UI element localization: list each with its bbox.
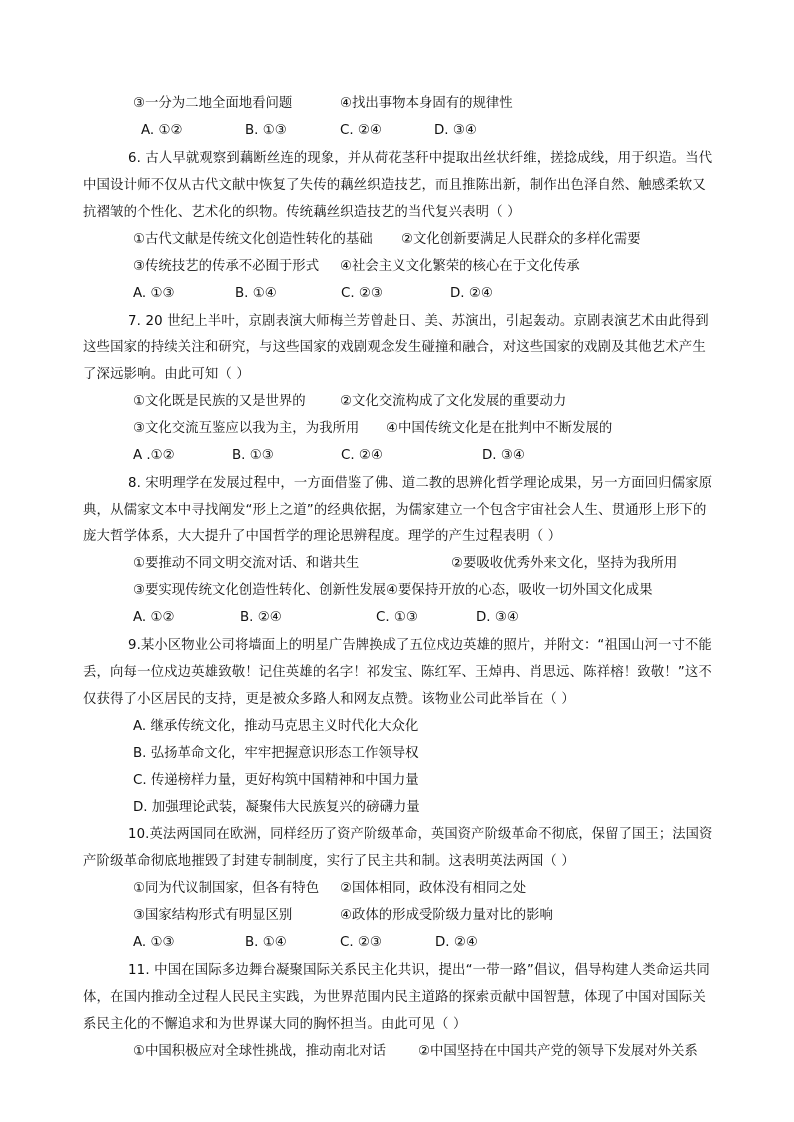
q11-statement-1: ①中国积极应对全球性挑战，推动南北对话 bbox=[133, 1044, 387, 1059]
q10-option-b[interactable]: B. ①④ bbox=[245, 935, 287, 950]
q9-option-c[interactable]: C. 传递榜样力量，更好构筑中国精神和中国力量 bbox=[133, 773, 419, 788]
q11-stem-line-1: 11. 中国在国际多边舞台凝聚国际关系民主化共识，提出“一带一路”倡议，倡导构建人类命运共同 bbox=[128, 963, 710, 978]
q9-option-a[interactable]: A. 继承传统文化，推动马克思主义时代化大众化 bbox=[133, 719, 419, 734]
q7-statement-4: ④中国传统文化是在批判中不断发展的 bbox=[386, 421, 613, 436]
q7-stem-line-2: 这些国家的持续关注和研究，与这些国家的戏剧观念发生碰撞和融合，对这些国家的戏剧及其他艺术产生 bbox=[83, 340, 706, 355]
q8-option-d[interactable]: D. ③④ bbox=[476, 610, 519, 625]
q5-statement-3: ③一分为二地全面地看问题 bbox=[133, 96, 293, 111]
q10-statement-2: ②国体相同，政体没有相同之处 bbox=[340, 881, 527, 896]
q10-stem-line-2: 产阶级革命彻底地摧毁了封建专制制度，实行了民主共和制。这表明英法两国（ ） bbox=[83, 854, 575, 869]
q9-stem-line-2: 丢，向每一位戍边英雄致敬！记住英雄的名字！祁发宝、陈红军、王焯冉、肖思远、陈祥榕！致敬！”这不 bbox=[83, 665, 712, 680]
q10-statement-3: ③国家结构形式有明显区别 bbox=[133, 908, 293, 923]
q8-option-a[interactable]: A. ①② bbox=[133, 610, 175, 625]
q11-stem-line-3: 系民主化的不懈追求和为世界谋大同的胸怀担当。由此可见（ ） bbox=[83, 1017, 467, 1032]
q6-option-a[interactable]: A. ①③ bbox=[133, 286, 175, 301]
q7-option-d[interactable]: D. ③④ bbox=[482, 448, 525, 463]
q11-stem-line-2: 体，在国内推动全过程人民民主实践，为世界范围内民主道路的探索贡献中国智慧，体现了中国对国际关 bbox=[83, 990, 706, 1005]
q5-option-c[interactable]: C. ②④ bbox=[340, 123, 382, 138]
q7-statement-2: ②文化交流构成了文化发展的重要动力 bbox=[340, 394, 567, 409]
q6-option-c[interactable]: C. ②③ bbox=[341, 286, 383, 301]
q7-option-b[interactable]: B. ①③ bbox=[232, 448, 274, 463]
q6-statement-4: ④社会主义文化繁荣的核心在于文化传承 bbox=[340, 259, 580, 274]
q9-option-d[interactable]: D. 加强理论武装，凝聚伟大民族复兴的磅礴力量 bbox=[133, 800, 420, 815]
q6-statement-3: ③传统技艺的传承不必囿于形式 bbox=[133, 259, 320, 274]
q7-option-a[interactable]: A .①② bbox=[133, 448, 175, 463]
q6-stem-line-2: 中国设计师不仅从古代文献中恢复了失传的藕丝织造技艺，而且推陈出新，制作出色泽自然、触感柔软又 bbox=[83, 178, 706, 193]
q7-stem-line-3: 了深远影响。由此可知（ ） bbox=[83, 367, 250, 382]
q6-statement-2: ②文化创新要满足人民群众的多样化需要 bbox=[401, 232, 641, 247]
q8-stem-line-2: 典，从儒家文本中寻找阐发“形上之道”的经典依据，为儒家建立一个包含宇宙社会人生、贯通形上形下的 bbox=[83, 503, 707, 518]
q9-option-b[interactable]: B. 弘扬革命文化，牢牢把握意识形态工作领导权 bbox=[133, 746, 419, 761]
q10-statement-1: ①同为代议制国家，但各有特色 bbox=[133, 881, 320, 896]
q6-option-d[interactable]: D. ②④ bbox=[450, 286, 493, 301]
q6-statement-1: ①古代文献是传统文化创造性转化的基础 bbox=[133, 232, 373, 247]
q6-option-b[interactable]: B. ①④ bbox=[235, 286, 277, 301]
q10-statement-4: ④政体的形成受阶级力量对比的影响 bbox=[340, 908, 553, 923]
q7-option-c[interactable]: C. ②④ bbox=[341, 448, 383, 463]
q8-option-c[interactable]: C. ①③ bbox=[376, 610, 418, 625]
q10-option-d[interactable]: D. ②④ bbox=[435, 935, 478, 950]
q8-statement-3-4: ③要实现传统文化创造性转化、创新性发展④要保持开放的心态，吸收一切外国文化成果 bbox=[133, 583, 653, 598]
q5-option-a[interactable]: A. ①② bbox=[141, 123, 183, 138]
q6-stem-line-1: 6. 古人早就观察到藕断丝连的现象，并从荷花茎秆中提取出丝状纤维，搓捻成线，用于织造。当代 bbox=[128, 151, 713, 166]
q6-stem-line-3: 抗褶皱的个性化、艺术化的织物。传统藕丝织造技艺的当代复兴表明（ ） bbox=[83, 205, 521, 220]
q7-statement-3: ③文化交流互鉴应以我为主，为我所用 bbox=[133, 421, 360, 436]
q8-statement-1: ①要推动不同文明交流对话、和谐共生 bbox=[133, 556, 360, 571]
q8-statement-2: ②要吸收优秀外来文化，坚持为我所用 bbox=[451, 556, 678, 571]
q9-stem-line-3: 仅获得了小区居民的支持，更是被众多路人和网友点赞。该物业公司此举旨在（ ） bbox=[83, 692, 575, 707]
q5-statement-4: ④找出事物本身固有的规律性 bbox=[340, 96, 513, 111]
q5-option-d[interactable]: D. ③④ bbox=[434, 123, 477, 138]
q8-stem-line-3: 庞大哲学体系，大大提升了中国哲学的理论思辨程度。理学的产生过程表明（ ） bbox=[83, 529, 562, 544]
q7-stem-line-1: 7. 20 世纪上半叶，京剧表演大师梅兰芳曾赴日、美、苏演出，引起轰动。京剧表演艺术由此得到 bbox=[128, 314, 709, 329]
q7-statement-1: ①文化既是民族的又是世界的 bbox=[133, 394, 306, 409]
q9-stem-line-1: 9.某小区物业公司将墙面上的明星广告牌换成了五位戍边英雄的照片，并附文：“祖国山河一寸不能 bbox=[128, 638, 712, 653]
q10-stem-line-1: 10.英法两国同在欧洲，同样经历了资产阶级革命，英国资产阶级革命不彻底，保留了国王；法国资 bbox=[128, 827, 713, 842]
q5-option-b[interactable]: B. ①③ bbox=[245, 123, 287, 138]
q11-statement-2: ②中国坚持在中国共产党的领导下发展对外关系 bbox=[418, 1044, 698, 1059]
q8-stem-line-1: 8. 宋明理学在发展过程中，一方面借鉴了佛、道二教的思辨化哲学理论成果，另一方面回归儒家原 bbox=[128, 476, 713, 491]
q10-option-c[interactable]: C. ②③ bbox=[340, 935, 382, 950]
q8-option-b[interactable]: B. ②④ bbox=[240, 610, 282, 625]
q10-option-a[interactable]: A. ①③ bbox=[133, 935, 175, 950]
